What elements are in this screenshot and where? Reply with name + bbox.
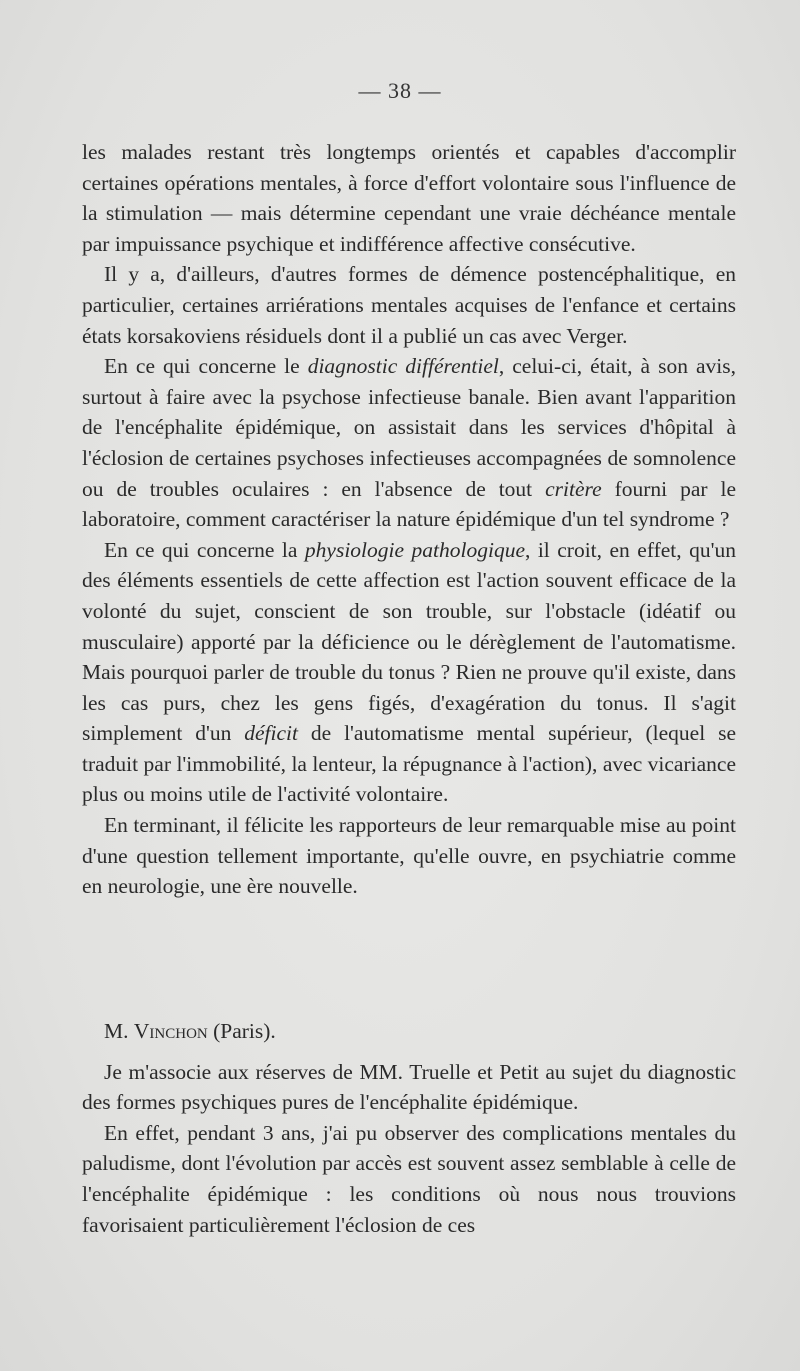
speaker-section bbox=[82, 1016, 736, 1240]
speaker-location: (Paris). bbox=[207, 1019, 276, 1043]
italic-term-diagnostic: diagnostic différentiel bbox=[307, 354, 499, 379]
speaker-heading bbox=[104, 1016, 736, 1047]
paragraph-text: En ce qui concerne le bbox=[104, 354, 308, 379]
paragraph-text: En ce qui concerne la bbox=[104, 537, 305, 562]
italic-term-deficit: déficit bbox=[244, 721, 298, 746]
page-number: — 38 — bbox=[358, 78, 442, 103]
paragraph-continuation: les malades restant très longtemps orientés et capables d'accomplir certaines opérations mentales, à force d'effort volontaire sous l'influence de la stimulation — mais détermine cependant une vraie déchéance mentale par impuissance psychique et indifférence affective consécutive. bbox=[82, 140, 736, 256]
italic-term-critere: critère bbox=[545, 476, 602, 501]
speaker-prefix: M. bbox=[104, 1019, 134, 1043]
speaker-paragraph: En effet, pendant 3 ans, j'ai pu observer des complications mentales du paludisme, dont l'évolution par accès est souvent assez semblable à celle de l'encéphalite épidémique : les conditions où nous nous trouvions favorisaient particulièrement l'éclosion de ces bbox=[82, 1120, 736, 1237]
paragraph-conclusion: En terminant, il félicite les rapporteurs de leur remarquable mise au point d'une question tellement importante, qu'elle ouvre, en psychiatrie comme en neurologie, une ère nouvelle. bbox=[82, 813, 736, 899]
speaker-name: Vinchon bbox=[133, 1019, 208, 1043]
paragraph-text: , celui-ci, était, à son avis, surtout à faire avec la psychose infectieuse banale. Bien avant l'apparition de l'encéphalite épidémique, on assistait dans les services d'hôpital à l'éclosion de certaines psychoses infectieuses accompagnées de somnolence ou de troubles oculaires : en l'absence de tout bbox=[82, 354, 736, 501]
italic-term-physiologie: physiologie pathologique bbox=[304, 537, 525, 562]
speaker-paragraph: Je m'associe aux réserves de MM. Truelle et Petit au sujet du diagnostic des formes psychiques pures de l'encéphalite épidémique. bbox=[82, 1059, 736, 1115]
paragraph-other-forms: Il y a, d'ailleurs, d'autres formes de démence postencéphalitique, en particulier, certaines arriérations mentales acquises de l'enfance et certains états korsakoviens résiduels dont il a publié un cas avec Verger. bbox=[82, 262, 736, 348]
paragraph-physiologie bbox=[82, 535, 736, 810]
paragraph-text: , il croit, en effet, qu'un des éléments essentiels de cette affection est l'action souvent efficace de la volonté du sujet, conscient de son trouble, sur l'obstacle (idéatif ou musculaire) apporté par la déficience ou le dérèglement de l'automatisme. Mais pourquoi parler de trouble du tonus ? Rien ne prouve qu'il existe, dans les cas purs, chez les gens figés, d'exagération du tonus. Il s'agit simplement d'un bbox=[82, 537, 736, 746]
paragraph-text: de l'automatisme mental supérieur, (lequel se traduit par l'immobilité, la lenteur, la répugnance à l'action), avec vicariance plus ou moins utile de l'activité volontaire. bbox=[82, 721, 736, 807]
body-text bbox=[82, 137, 736, 902]
paragraph-text: fourni par le laboratoire, comment caractériser la nature épidémique d'un tel syndrome ? bbox=[82, 476, 736, 532]
paragraph-diagnostic bbox=[82, 351, 736, 535]
